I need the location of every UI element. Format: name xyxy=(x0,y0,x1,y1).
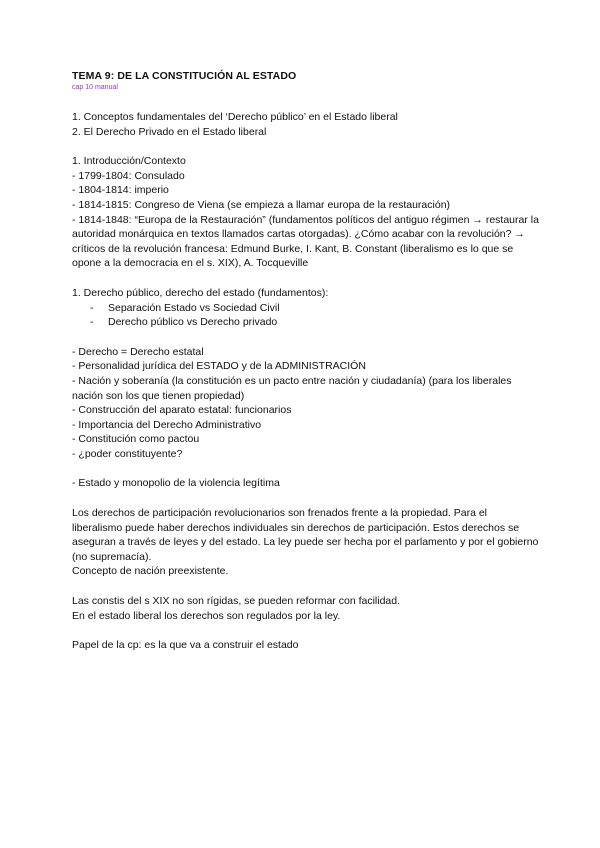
toc-item: 2. El Derecho Privado en el Estado liberal xyxy=(72,125,267,138)
point-item: - Construcción del aparato estatal: funcionarios xyxy=(72,404,292,417)
toc-item: 1. Conceptos fundamentales del ‘Derecho público’ en el Estado liberal xyxy=(72,111,398,123)
list-item-text: Derecho público vs Derecho privado xyxy=(108,316,278,329)
point-item: - ¿poder constituyente? xyxy=(72,447,183,460)
point-item: - Importancia del Derecho Administrativo xyxy=(72,418,262,431)
list-item xyxy=(72,301,540,316)
table-of-contents xyxy=(72,110,540,139)
point-item: - Derecho = Derecho estatal xyxy=(72,345,204,358)
constis-line: En el estado liberal los derechos son regulados por la ley. xyxy=(72,609,341,622)
timeline-item: - 1799-1804: Consulado xyxy=(72,169,185,182)
section-heading-intro: 1. Introducción/Contexto xyxy=(72,155,186,168)
violencia-line: - Estado y monopolio de la violencia legítima xyxy=(72,477,280,490)
list-item-text: Separación Estado vs Sociedad Civil xyxy=(108,301,280,314)
points-list xyxy=(72,345,540,462)
nacion-line: Concepto de nación preexistente. xyxy=(72,565,229,578)
point-item: - Constitución como pactou xyxy=(72,433,200,446)
document-subtitle: cap 10 manual xyxy=(72,84,118,91)
section-bullet-list xyxy=(72,301,540,330)
papel-line: Papel de la cp: es la que va a construir el estado xyxy=(72,639,299,652)
derechos-paragraph: Los derechos de participación revolucionarios son frenados frente a la propiedad. Para el liberalismo puede haber derechos individuales sin derechos de participación. Estos derechos se aseguran a través de leyes y del estado. La ley puede ser hecha por el parlamento y por el gobierno (no supremacía). xyxy=(72,507,539,563)
point-item: - Nación y soberanía (la constitución es un pacto entre nación y ciudadanía) (para los liberales nación son los que tienen propiedad) xyxy=(72,374,512,402)
timeline-item: - 1814-1815: Congreso de Viena (se empieza a llamar europa de la restauración) xyxy=(72,198,451,211)
list-item xyxy=(72,315,540,330)
constis-line: Las constis del s XIX no son rígidas, se pueden reformar con facilidad. xyxy=(72,595,401,608)
document-title: TEMA 9: DE LA CONSTITUCIÓN AL ESTADO xyxy=(72,70,297,82)
bullet-dash: - xyxy=(90,301,94,314)
timeline-item: - 1804-1814: imperio xyxy=(72,184,169,197)
bullet-dash: - xyxy=(90,316,94,329)
point-item: - Personalidad jurídica del ESTADO y de la ADMINISTRACIÓN xyxy=(72,360,366,373)
section-heading-derecho-publico: 1. Derecho público, derecho del estado (fundamentos): xyxy=(72,286,329,299)
restauracion-paragraph: - 1814-1848: “Europa de la Restauración” (fundamentos políticos del antiguo régimen → restaurar la autoridad monárquica en textos llamados cartas otorgadas). ¿Cómo acabar con la revolución? → críticos de la revolución francesa: Edmund Burke, I. Kant, B. Constant (liberalismo es lo que se opone a la democracia en el s. XIX), A. Tocqueville xyxy=(72,213,539,270)
